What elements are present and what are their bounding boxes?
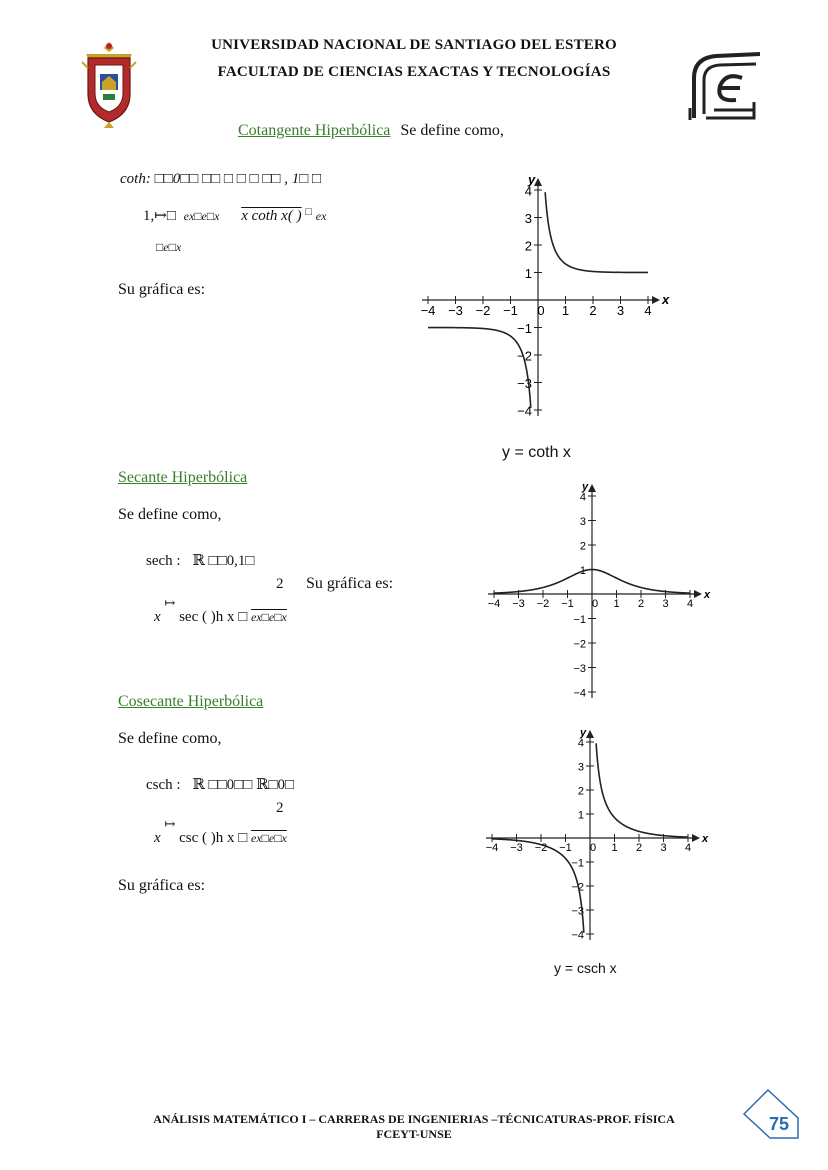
x-tick-label: −4 bbox=[487, 598, 501, 610]
cosecant-define-text: Se define como, bbox=[118, 730, 222, 747]
y-axis-arrow bbox=[586, 730, 594, 738]
y-axis-arrow bbox=[588, 484, 596, 492]
x-tick-label: 1 bbox=[561, 303, 570, 318]
y-tick-label: 4 bbox=[524, 183, 532, 199]
x-axis-arrow bbox=[652, 296, 660, 304]
csch-numerator: 2 bbox=[276, 800, 284, 816]
y-axis-label: y bbox=[580, 727, 587, 739]
x-axis-arrow bbox=[692, 834, 700, 842]
x-tick-label: 0 bbox=[537, 303, 545, 318]
x-tick-label: −2 bbox=[536, 598, 550, 610]
coth-chart bbox=[410, 172, 680, 434]
page-number: 75 bbox=[769, 1114, 790, 1134]
coth-glyph: □ bbox=[305, 206, 312, 218]
y-tick-label: 4 bbox=[577, 737, 584, 750]
x-tick-label: 4 bbox=[684, 842, 692, 854]
x-tick-label: −3 bbox=[448, 303, 463, 318]
y-tick-label: 4 bbox=[579, 491, 586, 504]
sech-denominator: ex□e□x bbox=[251, 610, 287, 624]
y-tick-label: −1 bbox=[517, 321, 532, 336]
x-tick-label: −1 bbox=[559, 842, 572, 854]
x-tick-label: −3 bbox=[510, 842, 523, 854]
x-tick-label: 2 bbox=[635, 842, 643, 854]
footer-text bbox=[0, 1112, 828, 1142]
sech-formula-line1 bbox=[146, 551, 254, 570]
sech-label: sech : bbox=[146, 553, 181, 569]
cotangent-heading bbox=[238, 122, 504, 140]
x-tick-label: −2 bbox=[534, 842, 548, 854]
x-tick-label: −1 bbox=[561, 598, 574, 610]
y-tick-label: −3 bbox=[571, 905, 584, 918]
cotangent-define-text: Se define como, bbox=[400, 122, 504, 139]
csch-denominator: ex□e□x bbox=[251, 831, 287, 845]
x-axis-label: x bbox=[704, 589, 711, 601]
coth-denominator: □e□x bbox=[156, 240, 182, 254]
y-tick-label: −4 bbox=[571, 929, 584, 942]
y-tick-label: 1 bbox=[579, 565, 586, 577]
footer-line2: FCEYT-UNSE bbox=[376, 1127, 452, 1141]
sech-formula-line2 bbox=[154, 595, 287, 626]
footer-line1: ANÁLISIS MATEMÁTICO I – CARRERAS DE INGENIERIAS –TÉCNICATURAS-PROF. FÍSICA bbox=[153, 1112, 675, 1126]
y-tick-label: −3 bbox=[573, 663, 586, 675]
x-tick-label: 3 bbox=[660, 842, 667, 854]
x-tick-label: 2 bbox=[637, 598, 645, 610]
csch-x: x bbox=[154, 830, 161, 846]
csch-formula-line1 bbox=[146, 775, 294, 794]
x-tick-label: 2 bbox=[589, 303, 597, 318]
sech-chart bbox=[480, 478, 712, 708]
y-tick-label: 3 bbox=[577, 761, 584, 774]
y-tick-label: −4 bbox=[573, 687, 586, 700]
x-tick-label: −4 bbox=[420, 303, 436, 318]
y-tick-label: 2 bbox=[524, 238, 532, 254]
coth-caption: y = coth x bbox=[502, 444, 571, 461]
faculty-logo bbox=[686, 48, 764, 122]
y-tick-label: 3 bbox=[579, 516, 586, 528]
csch-label: csch : bbox=[146, 777, 181, 793]
curve-coth-1 bbox=[545, 192, 648, 272]
y-tick-label: 2 bbox=[577, 785, 584, 798]
x-tick-label: 1 bbox=[613, 598, 620, 610]
header-university: UNIVERSIDAD NACIONAL DE SANTIAGO DEL ESTERO bbox=[211, 37, 617, 53]
y-axis-label: y bbox=[582, 481, 589, 493]
header-faculty: FACULTAD DE CIENCIAS EXACTAS Y TECNOLOGÍAS bbox=[217, 64, 611, 80]
sech-graph-text: Su gráfica es: bbox=[306, 575, 394, 592]
sech-domain: ℝ □□0,1□ bbox=[192, 553, 255, 569]
x-tick-label: −2 bbox=[475, 303, 491, 318]
x-tick-label: 0 bbox=[589, 842, 597, 854]
y-tick-label: −1 bbox=[571, 857, 584, 870]
x-axis-arrow bbox=[694, 590, 702, 598]
y-tick-label: −2 bbox=[571, 881, 584, 894]
coth-definition: x coth x( ) bbox=[241, 208, 302, 224]
curve-coth-0 bbox=[428, 328, 531, 408]
csch-domain: ℝ □□0□□ ℝ□0□ bbox=[192, 777, 295, 793]
secant-define-text: Se define como, bbox=[118, 506, 222, 523]
x-tick-label: −1 bbox=[503, 303, 518, 318]
y-tick-label: −2 bbox=[573, 638, 586, 651]
x-tick-label: 4 bbox=[644, 303, 652, 318]
y-tick-label: −1 bbox=[573, 614, 586, 626]
x-tick-label: 3 bbox=[616, 303, 625, 318]
x-tick-label: 0 bbox=[591, 598, 599, 610]
y-tick-label: −4 bbox=[517, 403, 532, 419]
secant-title: Secante Hiperbólica bbox=[118, 469, 248, 486]
x-tick-label: −3 bbox=[512, 598, 525, 610]
y-tick-label: −3 bbox=[517, 376, 532, 391]
csch-chart bbox=[478, 726, 710, 952]
curve-csch-1 bbox=[596, 743, 688, 837]
y-tick-label: −2 bbox=[517, 348, 532, 364]
y-tick-label: 2 bbox=[579, 540, 586, 553]
csch-graph-text: Su gráfica es: bbox=[118, 877, 206, 894]
x-tick-label: 4 bbox=[686, 598, 694, 610]
cotangent-title: Cotangente Hiperbólica bbox=[238, 122, 391, 139]
x-tick-label: −4 bbox=[485, 842, 499, 854]
sech-maps-to: ↦ bbox=[164, 595, 176, 610]
csch-formula-line2 bbox=[154, 816, 287, 847]
coth-formula-line1: coth: □□0□□ □□ □ □ □ □□ , 1□ □ bbox=[120, 171, 322, 187]
coth-graph-text: Su gráfica es: bbox=[118, 281, 206, 298]
csch-maps-to: ↦ bbox=[164, 816, 176, 831]
y-tick-label: 1 bbox=[524, 266, 532, 281]
sech-definition: sec ( )h x □ bbox=[179, 609, 248, 625]
y-axis-label: y bbox=[528, 172, 536, 187]
csch-definition: csc ( )h x □ bbox=[179, 830, 248, 846]
x-tick-label: 1 bbox=[611, 842, 618, 854]
csch-caption: y = csch x bbox=[554, 960, 617, 976]
sech-numerator: 2 bbox=[276, 576, 284, 592]
cosecant-title: Cosecante Hiperbólica bbox=[118, 693, 264, 710]
x-axis-label: x bbox=[702, 833, 709, 845]
x-tick-label: 3 bbox=[662, 598, 669, 610]
coth-numerator: ex□e□x bbox=[183, 209, 220, 223]
coth-maps-to: 1,↦□ bbox=[143, 208, 176, 224]
sech-x: x bbox=[154, 609, 161, 625]
x-axis-label: x bbox=[662, 292, 670, 307]
coth-formula-line2 bbox=[143, 206, 326, 225]
coth-ex: ex bbox=[315, 209, 327, 223]
y-tick-label: 1 bbox=[577, 809, 584, 822]
y-tick-label: 3 bbox=[524, 211, 532, 226]
